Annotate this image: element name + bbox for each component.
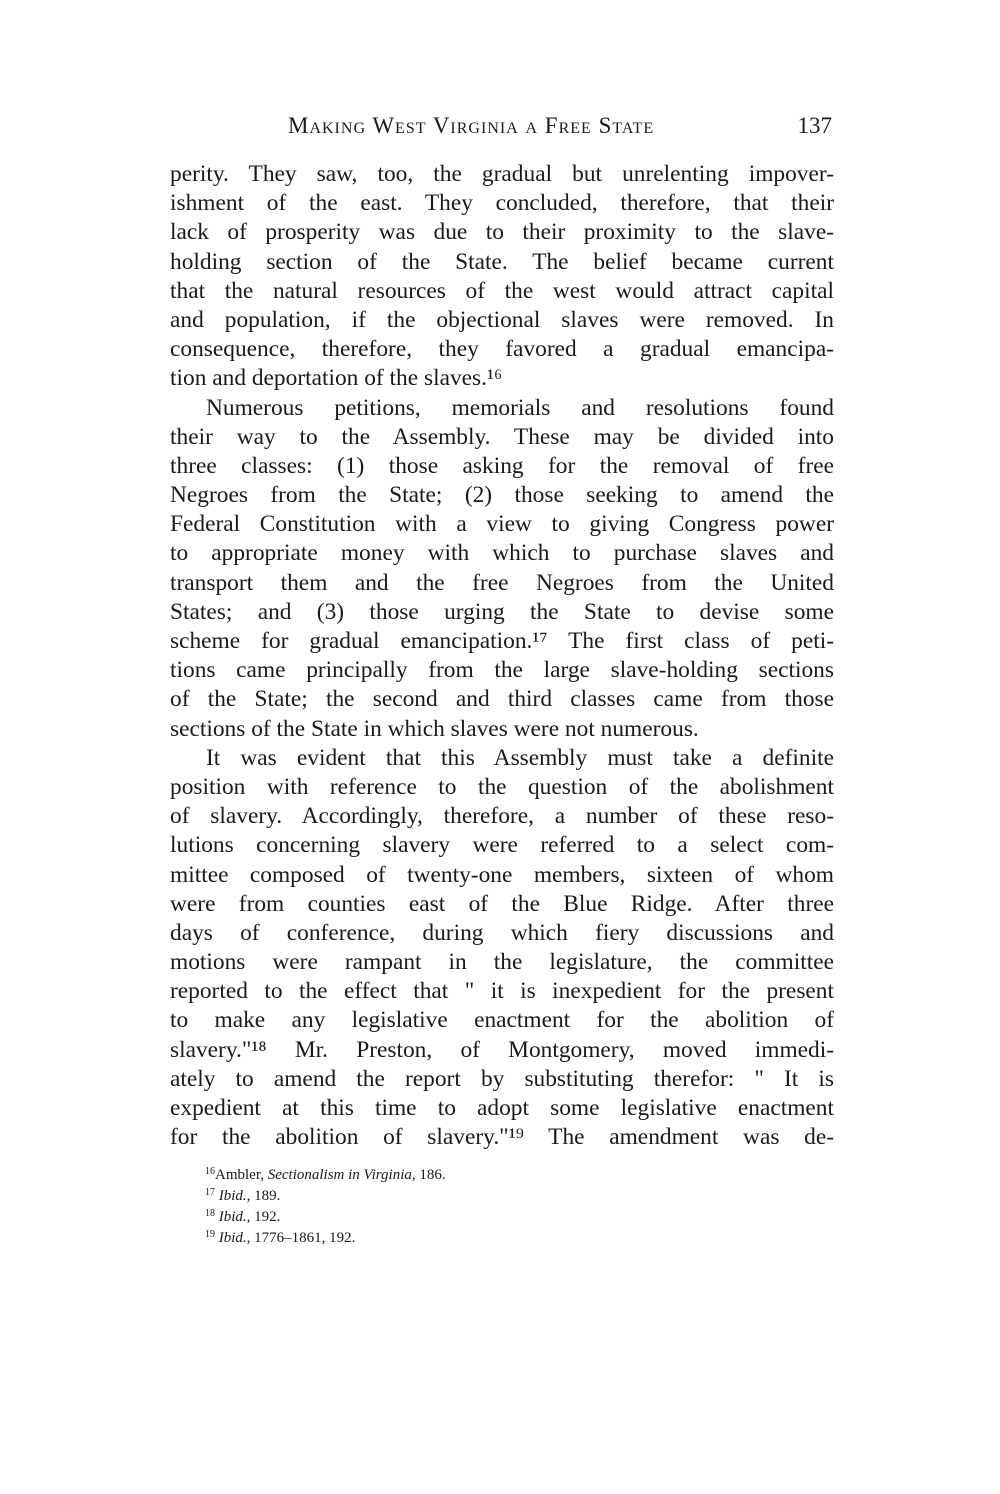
text-line: lutions concerning slavery were referred to a select com- <box>170 832 834 859</box>
footnote-19 <box>205 1224 825 1245</box>
footnote-18 <box>205 1203 825 1224</box>
text-line: that the natural resources of the west would attract capital <box>170 277 834 304</box>
footnote-title: Ibid. <box>218 1230 247 1246</box>
text-line: perity. They saw, too, the gradual but unrelenting impover- <box>170 161 834 187</box>
text-line: days of conference, during which fiery discussions and <box>170 919 834 946</box>
text-line: ishment of the east. They concluded, therefore, that their <box>170 190 834 217</box>
text-line: position with reference to the question of the abolishment <box>170 773 834 800</box>
text-line: slavery."¹⁸ Mr. Preston, of Montgomery, moved immedi- <box>170 1036 834 1063</box>
text-line: Federal Constitution with a view to giving Congress power <box>170 511 834 538</box>
text-line: Numerous petitions, memorials and resolutions found <box>206 394 834 421</box>
footnote-title: Ibid. <box>218 1188 247 1204</box>
body-text <box>170 160 834 1152</box>
footnote-number: 19 <box>205 1229 215 1240</box>
text-line: three classes: (1) those asking for the removal of free <box>170 452 834 479</box>
text-line: scheme for gradual emancipation.¹⁷ The first class of peti- <box>170 628 834 654</box>
text-line: of the State; the second and third classes came from those <box>170 686 834 713</box>
text-line: Negroes from the State; (2) those seeking to amend the <box>170 482 834 509</box>
text-line: mittee composed of twenty-one members, sixteen of whom <box>170 861 834 888</box>
footnote-text: , 192. <box>246 1209 281 1225</box>
footnote-text: , 189. <box>246 1188 281 1204</box>
footnote-number: 16 <box>205 1166 215 1177</box>
text-line: for the abolition of slavery."¹⁹ The amendment was de- <box>170 1124 834 1151</box>
text-line: to make any legislative enactment for the abolition of <box>170 1007 834 1034</box>
text-line: of slavery. Accordingly, therefore, a number of these reso- <box>170 803 834 830</box>
text-line: transport them and the free Negroes from the United <box>170 569 834 596</box>
text-line: motions were rampant in the legislature, the committee <box>170 949 834 976</box>
running-head <box>170 113 834 143</box>
text-line: were from counties east of the Blue Ridge. After three <box>170 890 834 917</box>
text-line: States; and (3) those urging the State to devise some <box>170 598 834 625</box>
footnote-16 <box>205 1161 825 1182</box>
footnote-text: , 1776–1861, 192. <box>246 1230 356 1246</box>
text-line: expedient at this time to adopt some legislative enactment <box>170 1095 834 1121</box>
footnote-title: Ibid. <box>218 1209 247 1225</box>
text-line: to appropriate money with which to purchase slaves and <box>170 540 834 567</box>
text-line: holding section of the State. The belief became current <box>170 248 834 275</box>
footnotes <box>205 1161 825 1245</box>
footnote-title: Sectionalism in Virginia <box>267 1167 412 1183</box>
text-line: It was evident that this Assembly must take a definite <box>206 744 834 771</box>
text-line: reported to the effect that " it is inexpedient for the present <box>170 978 834 1005</box>
footnote-17 <box>205 1182 825 1203</box>
text-line: lack of prosperity was due to their proximity to the slave- <box>170 219 834 246</box>
text-line: and population, if the objectional slaves were removed. In <box>170 306 834 333</box>
footnote-number: 18 <box>205 1208 215 1219</box>
footnote-text: , 186. <box>411 1167 446 1183</box>
text-line: sections of the State in which slaves were not numerous. <box>170 715 699 742</box>
text-line: tion and deportation of the slaves.¹⁶ <box>170 365 503 392</box>
text-line: their way to the Assembly. These may be divided into <box>170 423 834 450</box>
text-line: ately to amend the report by substituting therefor: " It is <box>170 1065 834 1092</box>
page-number: 137 <box>797 113 832 138</box>
footnote-number: 17 <box>205 1187 215 1198</box>
text-line: tions came principally from the large slave-holding sections <box>170 657 834 684</box>
running-title: Making West Virginia a Free State <box>288 113 655 138</box>
text-line: consequence, therefore, they favored a gradual emancipa- <box>170 336 834 363</box>
footnote-text: Ambler, <box>215 1167 268 1183</box>
